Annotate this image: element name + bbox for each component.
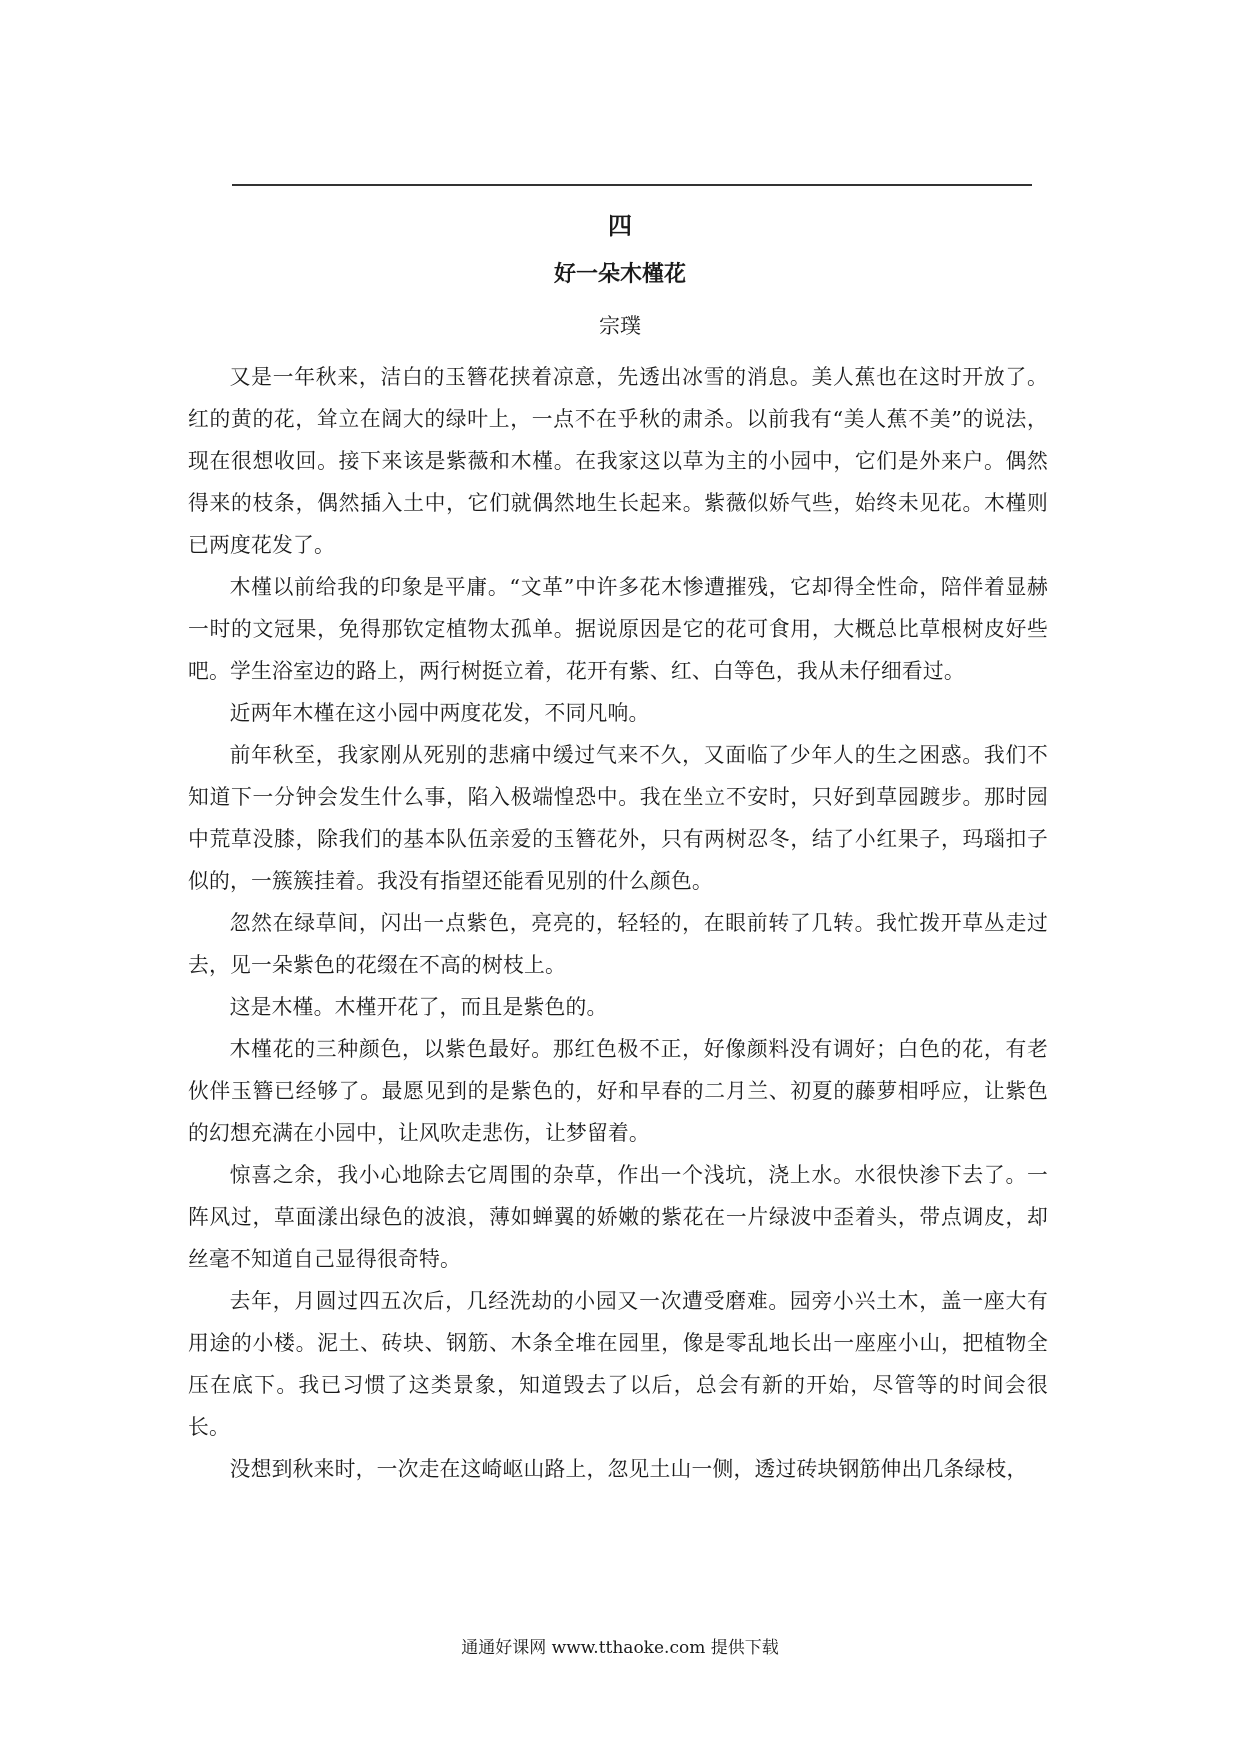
paragraph: 前年秋至，我家刚从死别的悲痛中缓过气来不久，又面临了少年人的生之困惑。我们不知道下一分钟会发生什么事，陷入极端惶恐中。我在坐立不安时，只好到草园踱步。那时园中荒草没膝，除我们的基本队伍亲爱的玉簪花外，只有两树忍冬，结了小红果子，玛瑙扣子似的，一簇簇挂着。我没有指望还能看见别的什么颜色。 [188, 743, 1048, 893]
paragraph: 木槿以前给我的印象是平庸。“文革”中许多花木惨遭摧残，它却得全性命，陪伴着显赫一时的文冠果，免得那钦定植物太孤单。据说原因是它的花可食用，大概总比草根树皮好些吧。学生浴室边的路上，两行树挺立着，花开有紫、红、白等色，我从未仔细看过。 [188, 575, 1048, 683]
section-number: 四 [608, 211, 632, 240]
header-rule [232, 184, 1032, 186]
paragraph: 又是一年秋来，洁白的玉簪花挟着凉意，先透出冰雪的消息。美人蕉也在这时开放了。红的黄的花，耸立在阔大的绿叶上，一点不在乎秋的肃杀。以前我有“美人蕉不美”的说法，现在很想收回。接下来该是紫薇和木槿。在我家这以草为主的小园中，它们是外来户。偶然得来的枝条，偶然插入土中，它们就偶然地生长起来。紫薇似娇气些，始终未见花。木槿则已两度花发了。 [188, 365, 1048, 557]
paragraph: 没想到秋来时，一次走在这崎岖山路上，忽见土山一侧，透过砖块钢筋伸出几条绿枝， [229, 1457, 1028, 1481]
article-title: 好一朵木槿花 [553, 261, 686, 287]
article-body [188, 356, 1048, 1490]
paragraph: 近两年木槿在这小园中两度花发，不同凡响。 [229, 701, 650, 725]
paragraph: 去年，月圆过四五次后，几经洗劫的小园又一次遭受磨难。园旁小兴土木，盖一座大有用途的小楼。泥土、砖块、钢筋、木条全堆在园里，像是零乱地长出一座座小山，把植物全压在底下。我已习惯了这类景象，知道毁去了以后，总会有新的开始，尽管等的时间会很长。 [188, 1289, 1048, 1439]
paragraph: 木槿花的三种颜色，以紫色最好。那红色极不正，好像颜料没有调好；白色的花，有老伙伴玉簪已经够了。最愿见到的是紫色的，好和早春的二月兰、初夏的藤萝相呼应，让紫色的幻想充满在小园中，让风吹走悲伤，让梦留着。 [188, 1037, 1048, 1145]
page-footer: 通通好课网 www.tthaoke.com 提供下载 [461, 1638, 779, 1658]
paragraph: 这是木槿。木槿开花了，而且是紫色的。 [229, 995, 608, 1019]
paragraph: 忽然在绿草间，闪出一点紫色，亮亮的，轻轻的，在眼前转了几转。我忙拨开草丛走过去，见一朵紫色的花缀在不高的树枝上。 [188, 911, 1048, 977]
paragraph: 惊喜之余，我小心地除去它周围的杂草，作出一个浅坑，浇上水。水很快渗下去了。一阵风过，草面漾出绿色的波浪，薄如蝉翼的娇嫩的紫花在一片绿波中歪着头，带点调皮，却丝毫不知道自己显得很奇特。 [188, 1163, 1048, 1271]
article-author: 宗璞 [599, 314, 641, 338]
